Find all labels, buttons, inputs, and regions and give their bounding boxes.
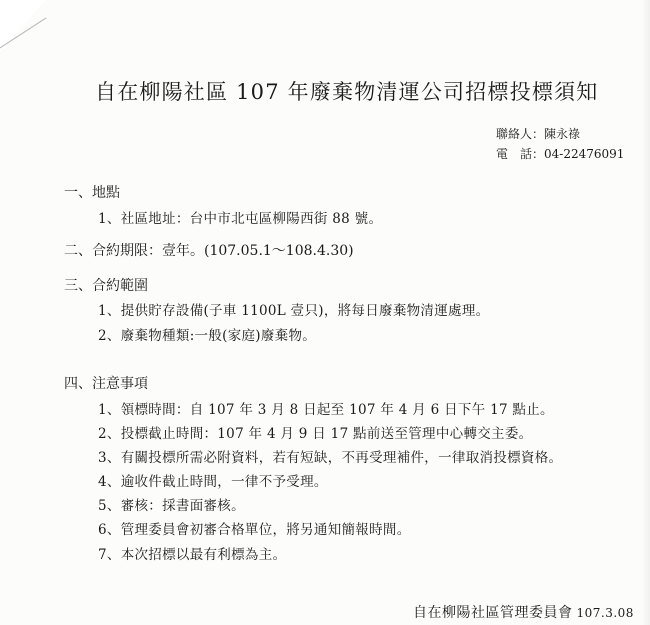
list-item: 2、廢棄物種類:一般(家庭)廢棄物。 — [98, 328, 317, 344]
contact-person-label: 聯絡人： — [496, 127, 545, 141]
list-item: 2、投標截止時間：107 年 4 月 9 日 17 點前送至管理中心轉交主委。 — [98, 426, 533, 442]
list-item: 6、管理委員會初審合格單位，將另通知簡報時間。 — [98, 522, 411, 538]
list-item: 7、本次招標以最有利標為主。 — [98, 547, 287, 563]
section-heading-contract-scope: 三、合約範圍 — [64, 278, 148, 294]
list-item: 3、有關投標所需必附資料，若有短缺，不再受理補件，一律取消投標資格。 — [98, 450, 563, 466]
contact-phone-label: 電 話： — [496, 147, 545, 161]
footer-org: 自在柳陽社區管理委員會 — [413, 605, 573, 621]
list-item: 5、審核：採書面審核。 — [98, 498, 245, 514]
list-item: 1、社區地址：台中市北屯區柳陽西街 88 號。 — [98, 211, 383, 227]
section-heading-location: 一、地點 — [64, 185, 120, 201]
folded-corner — [0, 0, 46, 52]
footer-signature — [413, 602, 634, 622]
contact-phone-row — [496, 144, 624, 164]
contact-person: 陳永祿 — [544, 127, 581, 141]
list-item: 1、領標時間：自 107 年 3 月 8 日起至 107 年 4 月 6 日下午 17 點止。 — [98, 402, 554, 418]
list-item: 1、提供貯存設備(子車 1100L 壹只)，將每日廢棄物清運處理。 — [98, 303, 490, 319]
list-item: 4、逾收件截止時間，一律不予受理。 — [98, 474, 328, 490]
document-title: 自在柳陽社區 107 年廢棄物清運公司招標投標須知 — [95, 80, 599, 104]
contact-phone: 04-22476091 — [544, 147, 625, 161]
section-heading-contract-period: 二、合約期限：壹年。(107.05.1～108.4.30) — [64, 243, 354, 259]
section-heading-notes: 四、注意事項 — [64, 376, 148, 392]
scan-shadow — [642, 0, 650, 625]
footer-date: 107.3.08 — [576, 606, 634, 620]
contact-person-row — [496, 124, 624, 144]
contact-block — [496, 124, 624, 164]
